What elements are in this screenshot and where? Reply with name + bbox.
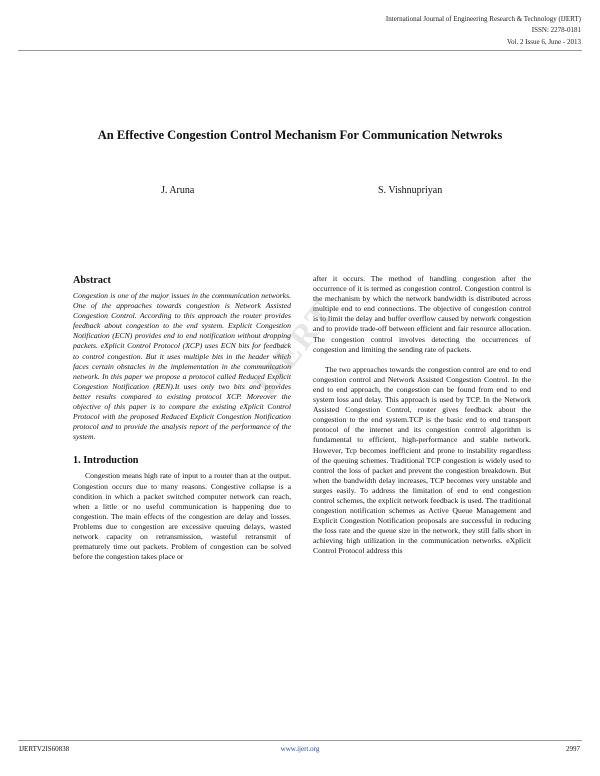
abstract-heading: Abstract	[73, 275, 111, 286]
paper-title: An Effective Congestion Control Mechanism For Communication Netwroks	[97, 128, 503, 142]
header-rule	[18, 50, 582, 51]
footer-page-number: 2997	[566, 745, 580, 753]
journal-name: International Journal of Engineering Research & Technology (IJERT)	[385, 15, 581, 23]
introduction-heading: 1. Introduction	[73, 455, 139, 467]
footer-rule	[18, 740, 582, 741]
intro-paragraph-1-continued: after it occurs. The method of handling congestion after the occurrence of it is termed as congestion control. Congestion control is the mechanism by which the network bandwidth is distributed across multiple end to end connections. The objective of congestion control is to limit the delay and buffer overflow caused by network congestion and to provide trade-off between efficient and fair resource allocation. The congestion control involves detecting the occurrences of congestion and limiting the sending rate of packets.	[313, 274, 531, 354]
right-column	[313, 274, 531, 557]
journal-volume: Vol. 2 Issue 6, June - 2013	[506, 38, 581, 46]
author-1: J. Aruna	[161, 185, 195, 196]
ijert-watermark: IJERT	[245, 294, 343, 404]
intro-paragraph-1: Congestion means high rate of input to a router than at the output. Congestion occurs due to many reasons. Congestive collapse is a condition in which a packet switched computer network can reach, when a little or no useful communication is happening due to congestion. The main effects of the congestion are delay and losses. Problems due to congestion are excessive queuing delays, wasted network capacity on retransmission, wasteful retransmit of prematurely time out packets. Problem of congestion can be solved before the congestion takes place or	[73, 471, 291, 562]
author-2: S. Vishnupriyan	[378, 185, 443, 196]
journal-issn: ISSN: 2278-0181	[531, 26, 581, 34]
abstract-text: Congestion is one of the major issues in the communication networks. One of the approaches towards congestion is Network Assisted Congestion Control. According to this approach the router provides feedback about congestion to the end system. Explicit Congestion Notification (ECN) provides end to end notification without dropping packets. eXplicit Control Protocol (XCP) uses ECN bits for feedback to control congestion. But it uses multiple bits in the header which faces certain obstacles in the implementation in the communication network. In this paper we propose a protocol called Reduced Explicit Congestion Notification (REN).It uses only two bits and provides better results compared to existing protocol XCP. Moreover the objective of this paper is to compare the existing eXplicit Control Protocol with the proposed Reduced Explicit Congestion Notification protocol and to provide the analysis report of the performance of the system.	[73, 291, 291, 442]
intro-paragraph-2: The two approaches towards the congestion control are end to end congestion control and Network Assisted Congestion Control. In the end to end approach, the congestion can be found from end to end system loss and delay. This approach is used by TCP. In the Network Assisted Congestion Control, router gives feedback about the congestion to the end system.TCP is the basic end to end transport protocol of the internet and its congestion control algorithm is fundamental to efficient, high-performance and stable network. However, Tcp becomes inefficient and prone to instability regardless of the queuing schemes. Traditional TCP congestion is widely used to control the loss of packet and prevent the congestion breakdown. But when the bandwidth delay increases, TCP becomes very unstable and surges easily. To address the limitation of end to end congestion control schemes, the explicit network feedback is used. The traditional congestion notification schemes as Active Queue Management and Explicit Congestion Notification proposals are successful in reducing the loss rate and the queue size in the network, they still falls short in achieving high utilization in the communication networks. eXplicit Control Protocol address this	[313, 364, 531, 556]
footer-website-link[interactable]: www.ijert.org	[280, 745, 320, 753]
left-column	[73, 274, 291, 562]
footer-paper-id: IJERTV2IS60838	[19, 745, 70, 753]
